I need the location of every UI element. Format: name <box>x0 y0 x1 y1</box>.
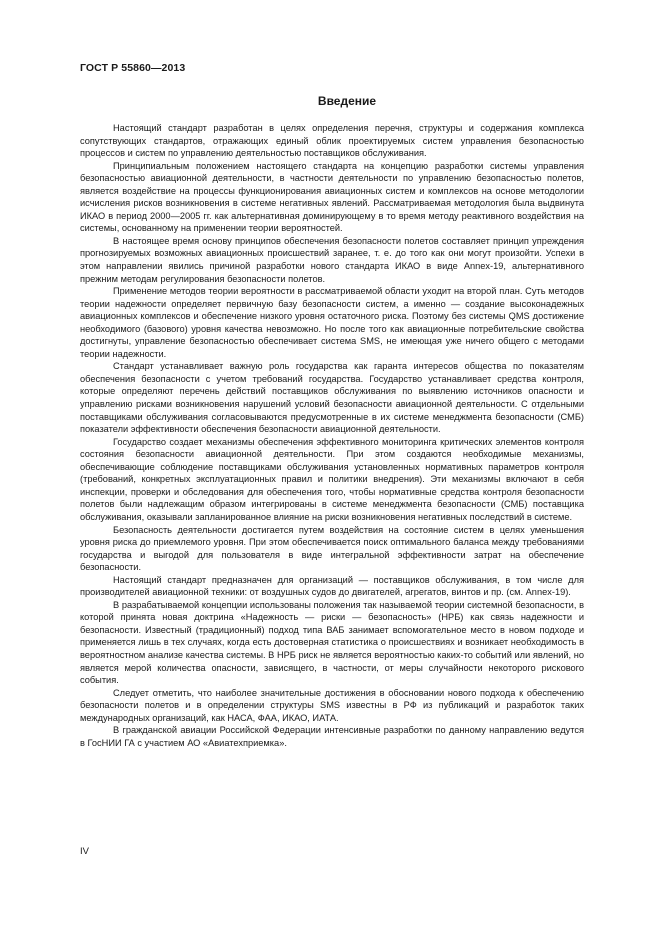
page-number: IV <box>80 846 89 857</box>
paragraph: Государство создает механизмы обеспечения эффективного мониторинга критических элементов контроля состояния безопасности авиационной деятельности. При этом создаются необходимые механизмы, обеспечивающие соблюдение поставщиками обслуживания установленных нормативных параметров контроля (требований, конкретных эксплуатационных правил и политики внедрения). Эти механизмы включают в себя инспекции, проверки и обследования для обеспечения того, чтобы нормативные средства контроля безопасности полетов были надлежащим образом интегрированы в системе менеджмента безопасности (СМБ) поставщика обслуживания, оказывали запланированное влияние на риски возникновения негативных последствий в системе. <box>80 436 584 522</box>
standard-code-header: ГОСТ Р 55860—2013 <box>80 62 186 74</box>
paragraph: В гражданской авиации Российской Федерации интенсивные разработки по данному направлению ведутся в ГосНИИ ГА с участием АО «Авиатехприемка». <box>80 725 584 748</box>
body-text <box>80 122 584 749</box>
paragraph: В настоящее время основу принципов обеспечения безопасности полетов составляет принцип упреждения прогнозируемых возможных авиационных происшествий заранее, т. е. до того как они могут произойти. Успехи в этом направлении явились причиной разработки нового стандарта ИКАО в виде Annex-19, альтернативного прежним методам регулирования безопасности полетов. <box>80 235 584 284</box>
paragraph: Принципиальным положением настоящего стандарта на концепцию разработки системы управления безопасностью авиационной деятельности, в частности деятельности по управлению безопасностью полетов, является воздействие на процессы функционирования авиационных систем и комплексов на основе методологии исчисления рисков возникновения в системе негативных явлений. Рассматриваемая методология была выдвинута ИКАО в период 2000—2005 гг. как альтернативная доминирующему в то время методу реактивного воздействия на системы, основанному на применении теории вероятностей. <box>80 160 584 234</box>
paragraph: Применение методов теории вероятности в рассматриваемой области уходит на второй план. Суть методов теории надежности определяет первичную базу безопасности систем, а именно — создание высоконадежных авиационных комплексов и обеспечение низкого уровня остаточного риска. Поэтому без системы QMS достижение необходимого (базового) уровня качества невозможно. Но после того как авиационные потребительские свойства достигнуты, управление безопасностью обеспечивает система SMS, не имеющая уже ничего общего с методами теории надежности. <box>80 286 584 359</box>
section-title: Введение <box>317 94 377 108</box>
paragraph: Следует отметить, что наиболее значительные достижения в обосновании нового подхода к обеспечению безопасности полетов и в определении структуры SMS известны в РФ из публикаций и разработок таких международных организаций, как НАСА, ФАА, ИКАО, ИАТА. <box>80 687 584 723</box>
paragraph: В разрабатываемой концепции использованы положения так называемой теории системной безопасности, в которой принята новая доктрина «Надежность — риски — безопасность» (НРБ) как связь надежности и безопасности. Известный (традиционный) подход типа ВАБ занимает вспомогательное место в новом подходе и применяется лишь в тех случаях, когда есть достоверная статистика о происшествиях и возникает необходимость в вероятностном анализе качества системы. В НРБ риск не является вероятностью каких-то событий или явлений, но является мерой количества опасности, зависящего, в частности, от меры случайности некоторого рискового события. <box>80 599 584 686</box>
paragraph: Настоящий стандарт предназначен для организаций — поставщиков обслуживания, в том числе для производителей авиационной техники: от воздушных судов до двигателей, агрегатов, винтов и пр. (см. Annex-19). <box>80 574 584 598</box>
paragraph: Настоящий стандарт разработан в целях определения перечня, структуры и содержания комплекса сопутствующих стандартов, отражающих единый облик проектируемых систем управления безопасностью процессов и систем по управлению деятельностью поставщиков обслуживания. <box>80 123 584 159</box>
paragraph: Безопасность деятельности достигается путем воздействия на состояние систем в целях уменьшения уровня риска до приемлемого уровня. При этом обеспечивается поиск оптимального баланса между требованиями государства и выгодой для пользователя в виде интегральной эффективности затрат на обеспечение безопасности. <box>80 524 584 573</box>
paragraph: Стандарт устанавливает важную роль государства как гаранта интересов общества по показателям обеспечения безопасности с учетом требований государства. Государство устанавливает средства контроля, которые определяют перечень действий поставщиков обслуживания по выявлению источников опасности и управлению рисками возникновения нарушений условий безопасности авиационной деятельности. С отдельными поставщиками обслуживания согласовываются предусмотренные в их системе менеджмента безопасности (СМБ) показатели эффективности обеспечения безопасности авиационной деятельности. <box>80 361 584 435</box>
